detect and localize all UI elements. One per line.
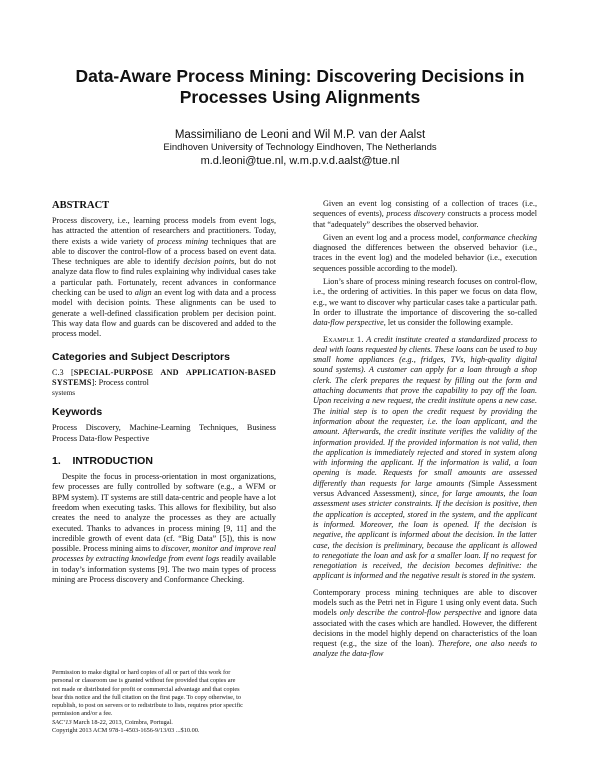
example-1: Example 1. A credit institute created a standardized process to deal with loans requested by clients. These loans can be used to buy small home appliances (e.g., fridges, TVs, high-quality digital sound systems). A customer can apply for a loan through a shop clerk. The clerk prepares the request by filling out the form and attaching documents that prove the capability to pay off the loan. Upon receiving a new request, the credit institute opens a new case. The initial step is to open the credit request by providing the information about the requester, i.e. the loan applicant, and the amount. Afterwards, the credit institute verifies the validity of the information provided. If the provided information is not valid, then the application is immediately rejected and stored in system along with informing the applicant. If the information is valid, a loan opening is made. Requests for small amounts are assessed differently than requests for large amounts (Simple Assessment versus Advanced Assessment), since, for large amounts, the loan assessment uses stricter constraints. If the decision is positive, then the application is accepted, stored in the system, and the applicant is informed. Moreover, the loan is opened. If the decision is negative, the applicant is informed about the decision. In the latter case, the decision is preliminary, because the applicant is allowed to renegotiate the loan and ask for a smaller loan. If no request for renegotiation is received, the decision becomes definitive: the applicant is informed and the negative result is stored in the system. (313, 334, 538, 581)
keywords-heading: Keywords (52, 406, 103, 419)
paragraph-contemporary: Contemporary process mining techniques are able to discover models such as the Petri net in Figure 1 using only event data. Such models only describe the control-flow perspective and ignore data associated with the cases which are handled. However, the different decisions in the model highly depend on characteristics of the loan request (e.g., the size of the loan). Therefore, one also needs to analyze the data-flow (313, 587, 538, 659)
paragraph-discovery: Given an event log consisting of a collection of traces (i.e., sequences of events), process discovery constructs a process model that “adequately” describes the observed behavior. (313, 199, 537, 229)
keywords-text: Process Discovery, Machine-Learning Techniques, Business Process Data-flow Pespective (52, 423, 276, 443)
abstract-heading: ABSTRACT (52, 200, 110, 211)
author-names: Massimiliano de Leoni and Wil M.P. van der Aalst (174, 129, 426, 141)
title-line-1: Data-Aware Process Mining: Discovering Decisions in (75, 66, 525, 86)
copyright-footnote: Permission to make digital or hard copies of all or part of this work for personal or classroom use is granted without fee provided that copies are not made or distributed for profit or commercial advantage and that copies bear this notice and the full citation on the first page. To copy otherwise, to republish, to post on servers or to redistribute to lists, requires prior specific permission and/or a fee. SAC’13 March 18-22, 2013, Coimbra, Portugal. Copyright 2013 ACM 978-1-4503-1656-9/13/03 ...$10.00. (52, 669, 243, 735)
paragraph-data-flow: Lion’s share of process mining research focuses on control-flow, i.e., the ordering of activities. In this paper we focus on data flow, e.g., we want to discover why particular cases take a particular path. In order to illustrate the importance of discovering the so-called data-flow perspective, let us consider the following example. (313, 277, 537, 328)
categories-heading: Categories and Subject Descriptors (52, 350, 230, 363)
paper-title (40, 66, 560, 108)
title-line-2: Processes Using Alignments (179, 87, 421, 107)
categories-text: C.3 [SPECIAL-PURPOSE AND APPLICATION-BASED SYSTEMS]: Process control systems (52, 367, 276, 398)
abstract-text: Process discovery, i.e., learning process models from event logs, has attracted the attention of researchers and practitioners. Today, there exists a wide variety of process mining techniques that are able to discover the control-flow of a process based on event data. These techniques are able to identify decision points, but do not analyze data flow to find rules explaining why individual cases take a particular path. Fortunately, recent advances in conformance checking can be used to align an event log with data and a process model with decision points. These alignments can be used to generate a well-defined classification problem per decision point. This way data flow and guards can be discovered and added to the process model. (52, 216, 276, 339)
author-emails: m.d.leoni@tue.nl, w.m.p.v.d.aalst@tue.nl (200, 155, 400, 167)
introduction-paragraph: Despite the focus in process-orientation in most organizations, few processes are fully controlled by software (e.g., a WFM or BPM system). IT systems are still data-centric and people have a lot freedom when executing tasks. This allows for flexibility, but also creates the need to analyze the processes as they are actually executed. Thanks to advances in process mining [9, 11] and the incredible growth of event data (cf. “Big Data” [5]), this is now possible. Process mining aims to discover, monitor and improve real processes by extracting knowledge from event logs readily available in today’s information systems [9]. The two main types of process mining are Process discovery and Conformance Checking. (52, 472, 277, 585)
right-column (313, 199, 537, 663)
author-affiliation: Eindhoven University of Technology Eindhoven, The Netherlands (163, 142, 437, 153)
introduction-heading: 1. INTRODUCTION (52, 455, 153, 468)
left-column (52, 199, 276, 588)
paragraph-conformance: Given an event log and a process model, conformance checking diagnosed the differences between the observed behavior (i.e., traces in the event log) and the modeled behavior (i.e., execution sequences possible according to the model). (313, 232, 538, 273)
